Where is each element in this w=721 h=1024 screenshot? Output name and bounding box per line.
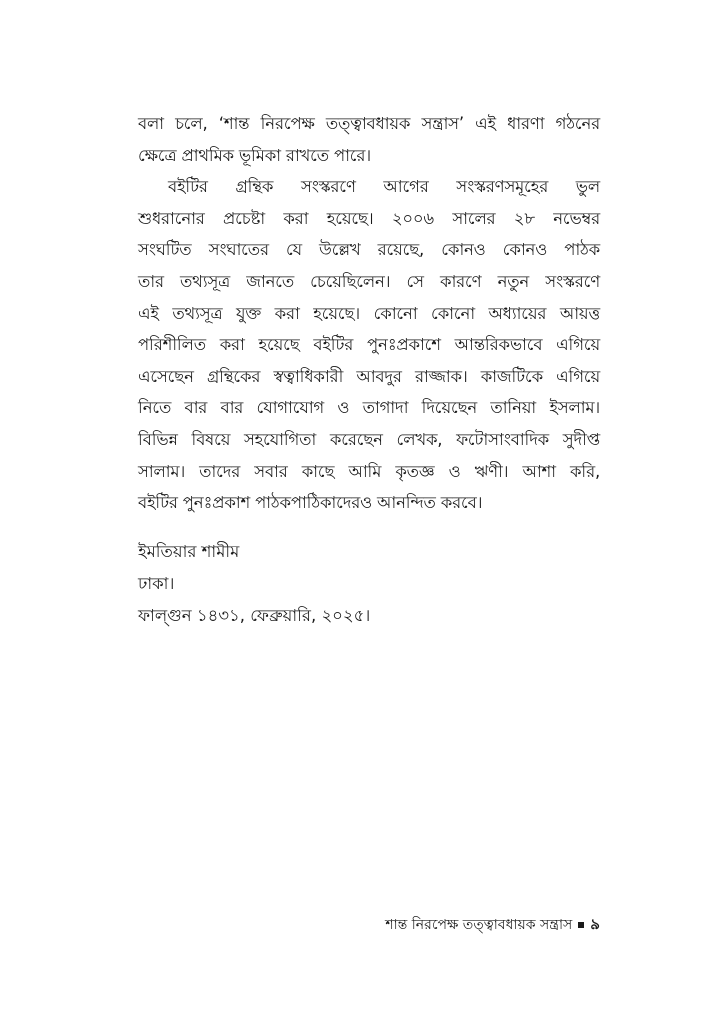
paragraph-line: সংঘটিত সংঘাতের যে উল্লেখ রয়েছে, কোনও কোনও পাঠক: [138, 240, 600, 260]
paragraph-line: ক্ষেত্রে প্রাথমিক ভূমিকা রাখতে পারে।: [138, 145, 372, 165]
signature-block: [138, 536, 558, 632]
paragraph-line: বইটির পুনঃপ্রকাশ পাঠকপাঠিকাদেরও আনন্দিত করবে।: [138, 493, 483, 513]
paragraph-line: বইটির গ্রন্থিক সংস্করণে আগের সংস্করণসমূহের ভুল: [168, 177, 600, 197]
paragraph-line: তার তথ্যসূত্র জানতে চেয়েছিলেন। সে কারণে নতুন সংস্করণে: [138, 271, 600, 291]
square-separator-icon: [578, 922, 584, 928]
paragraph-line: পরিশীলিত করা হয়েছে বইটির পুনঃপ্রকাশে আন্তরিকভাবে এগিয়ে: [138, 335, 600, 355]
paragraph-line: বলা চলে, ‘শান্ত নিরপেক্ষ তত্ত্বাবধায়ক সন্ত্রাস’ এই ধারণা গঠনের: [138, 114, 600, 133]
date: ফাল্গুন ১৪৩১, ফেব্রুয়ারি, ২০২৫।: [138, 606, 371, 625]
paragraph-line: এই তথ্যসূত্র যুক্ত করা হয়েছে। কোনো কোনো অধ্যায়ের আয়ত্ত: [138, 303, 600, 323]
page-number: ৯: [590, 914, 600, 933]
paragraph-line: এসেছেন গ্রন্থিকের স্বত্বাধিকারী আবদুর রাজ্জাক। কাজটিকে এগিয়ে: [138, 366, 600, 386]
body-text: [138, 108, 600, 519]
paragraph-line: শুধরানোর প্রচেষ্টা করা হয়েছে। ২০০৬ সালের ২৮ নভেম্বর: [138, 208, 600, 228]
place: ঢাকা।: [138, 574, 175, 593]
paragraph-line: সালাম। তাদের সবার কাছে আমি কৃতজ্ঞ ও ঋণী। আশা করি,: [138, 461, 600, 481]
author-name: ইমতিয়ার শামীম: [138, 542, 240, 561]
running-title: শান্ত নিরপেক্ষ তত্ত্বাবধায়ক সন্ত্রাস: [385, 917, 573, 933]
page-footer: [360, 912, 600, 938]
paragraph-line: বিভিন্ন বিষয়ে সহযোগিতা করেছেন লেখক, ফটোসাংবাদিক সুদীপ্ত: [138, 429, 600, 449]
paragraph-line: নিতে বার বার যোগাযোগ ও তাগাদা দিয়েছেন তানিয়া ইসলাম।: [138, 398, 600, 418]
